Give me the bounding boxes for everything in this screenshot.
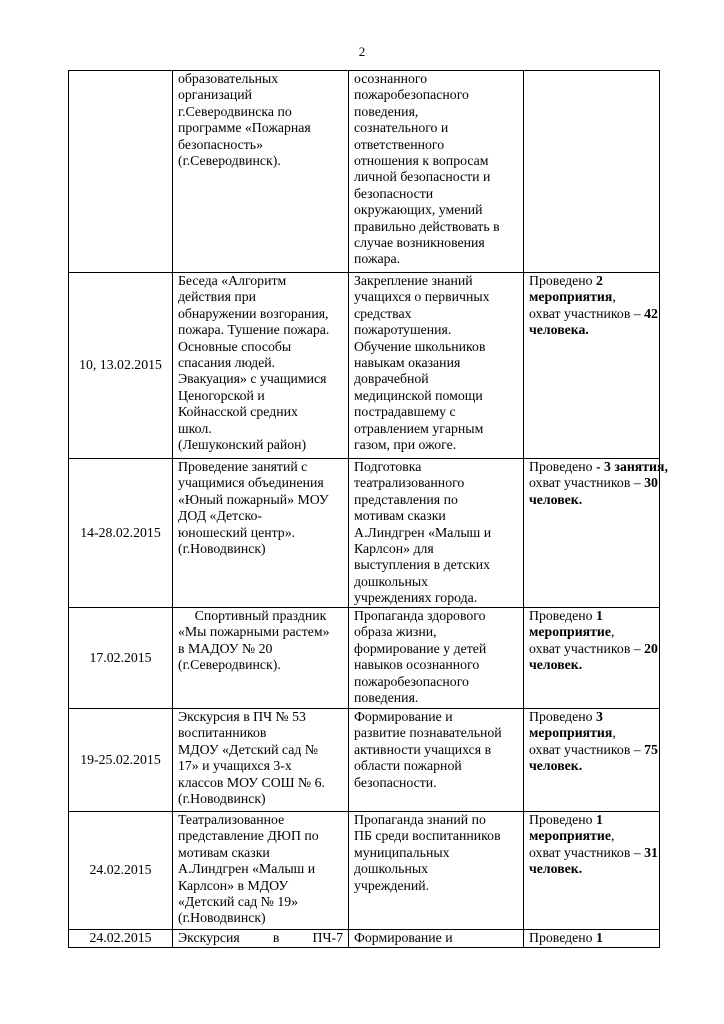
goal-line: пожаробезопасного	[354, 673, 469, 689]
goal-line: окружающих, умений	[354, 202, 483, 218]
goal-line: Подготовка	[354, 459, 422, 474]
goal-line: муниципальных	[354, 844, 450, 860]
event-line: классов МОУ СОШ № 6.	[178, 774, 325, 790]
event-line: (г.Северодвинск).	[178, 153, 281, 169]
result-text: Проведено	[529, 459, 597, 474]
goal-line: пострадавшему с	[354, 404, 456, 420]
event-line: (г.Новодвинск)	[178, 541, 266, 557]
result-text: охват участников –	[529, 305, 645, 321]
goal-line: дошкольных	[354, 861, 428, 877]
result-count: 1	[596, 608, 603, 623]
goal-line: безопасности.	[354, 774, 437, 790]
event-line: «Юный пожарный» МОУ	[178, 491, 329, 507]
event-line: (г.Северодвинск).	[178, 657, 281, 673]
result-participants: 31	[644, 844, 658, 860]
result-unit: человек.	[529, 861, 583, 877]
result-count: 2	[596, 273, 603, 288]
goal-line: случае возникновения	[354, 235, 485, 251]
goal-line: театрализованного	[354, 475, 465, 491]
result-unit: человек.	[529, 758, 583, 774]
event-line: 17» и учащихся 3-х	[178, 758, 292, 774]
event-line: (Лешуконский район)	[178, 437, 307, 453]
event-word: ПЧ-7	[312, 930, 343, 945]
goal-line: Карлсон» для	[354, 541, 434, 557]
goal-line: осознанного	[354, 71, 428, 86]
event-line: Экскурсия в ПЧ № 53	[178, 709, 306, 724]
goal-line: средствах	[354, 305, 412, 321]
event-line: Эвакуация» с учащимися	[178, 371, 327, 387]
result-text: Проведено	[529, 812, 597, 827]
result-unit: человек.	[529, 657, 583, 673]
goal-line: медицинской помощи	[354, 387, 483, 403]
result-participants: 75	[644, 741, 658, 757]
result-unit: мероприятие	[529, 828, 611, 844]
event-line: Беседа «Алгоритм	[178, 273, 287, 288]
goal-line: газом, при ожоге.	[354, 437, 457, 453]
event-cell	[173, 71, 349, 273]
goal-line: представления по	[354, 491, 458, 507]
event-line: Театрализованное	[178, 812, 285, 827]
result-text: ,	[612, 289, 616, 305]
goal-line: личной безопасности и	[354, 169, 491, 185]
result-text: ,	[610, 624, 615, 640]
goal-line: поведения.	[354, 690, 419, 706]
event-cell	[173, 812, 349, 930]
table-row	[69, 812, 660, 930]
result-count: 1	[596, 930, 603, 945]
event-line: в МАДОУ № 20	[178, 640, 273, 656]
event-line: пожара. Тушение пожара.	[178, 322, 330, 338]
event-word: Экскурсия	[178, 930, 240, 945]
date-cell: 24.02.2015	[69, 812, 173, 930]
result-unit: мероприятия	[529, 725, 613, 741]
goal-line: правильно действовать в	[354, 218, 500, 234]
event-line: «Детский сад № 19»	[178, 894, 299, 910]
event-cell	[173, 273, 349, 459]
result-text: ,	[610, 828, 615, 844]
result-unit: мероприятия	[529, 289, 613, 305]
goal-cell	[349, 273, 524, 459]
event-line: МДОУ «Детский сад №	[178, 741, 318, 757]
event-line: мотивам сказки	[178, 844, 270, 860]
result-cell	[524, 608, 660, 709]
event-line: школ.	[178, 420, 212, 436]
result-cell	[524, 273, 660, 459]
goal-line: Закрепление знаний	[354, 273, 473, 288]
goal-line: доврачебной	[354, 371, 429, 387]
result-count: - 3 занятия,	[596, 459, 668, 474]
event-line: Основные способы	[178, 338, 292, 354]
event-line: (г.Новодвинск)	[178, 791, 266, 807]
event-line: (г.Новодвинск)	[178, 910, 266, 926]
event-line: Проведение занятий с	[178, 459, 308, 474]
result-text: охват участников –	[529, 844, 645, 860]
result-participants: 20	[644, 640, 658, 656]
event-cell	[173, 930, 349, 948]
event-line: юношеский центр».	[178, 524, 296, 540]
table-row	[69, 459, 660, 608]
result-count: 1	[596, 812, 603, 827]
table-row	[69, 930, 660, 948]
goal-cell	[349, 930, 524, 948]
goal-line: выступления в детских	[354, 557, 491, 573]
event-line: «Мы пожарными растем»	[178, 624, 330, 640]
result-text: Проведено	[529, 608, 597, 623]
date-cell: 24.02.2015	[69, 930, 173, 948]
event-line: учащимися объединения	[178, 475, 324, 491]
goal-line: Формирование и	[354, 709, 453, 724]
goal-line: безопасности	[354, 185, 434, 201]
result-unit: человек.	[529, 491, 583, 507]
goal-cell	[349, 812, 524, 930]
goal-line: Пропаганда знаний по	[354, 812, 486, 827]
events-table	[68, 70, 668, 948]
goal-line: развитие познавательной	[354, 725, 502, 741]
event-line: Койнасской средних	[178, 404, 298, 420]
event-cell	[173, 608, 349, 709]
goal-line: отношения к вопросам	[354, 153, 489, 169]
goal-line: области пожарной	[354, 758, 462, 774]
goal-line: навыкам оказания	[354, 355, 461, 371]
result-unit: мероприятие	[529, 624, 611, 640]
page-number: 2	[358, 44, 366, 59]
event-line: организаций	[178, 87, 253, 103]
goal-line: ответственного	[354, 136, 445, 152]
goal-line: А.Линдгрен «Малыш и	[354, 524, 492, 540]
date-cell: 14-28.02.2015	[69, 459, 173, 608]
result-count: 3	[596, 709, 603, 724]
event-line: обнаружении возгорания,	[178, 305, 329, 321]
event-line: представление ДЮП по	[178, 828, 319, 844]
event-line: безопасность»	[178, 136, 263, 152]
result-text: охват участников –	[529, 741, 645, 757]
result-cell	[524, 930, 660, 948]
table-row	[69, 608, 660, 709]
result-cell	[524, 71, 660, 273]
goal-line: пожара.	[354, 251, 401, 267]
result-cell	[524, 459, 668, 608]
goal-line: поведения,	[354, 103, 419, 119]
event-line: Ценогорской и	[178, 387, 265, 403]
goal-line: навыков осознанного	[354, 657, 480, 673]
event-word: в	[272, 930, 280, 945]
goal-line: учреждениях города.	[354, 590, 478, 606]
result-cell	[524, 709, 660, 812]
result-text: Проведено	[529, 709, 597, 724]
event-line: Спортивный праздник	[194, 608, 327, 623]
event-line: спасания людей.	[178, 355, 276, 371]
event-line: действия при	[178, 289, 257, 305]
date-cell: 19-25.02.2015	[69, 709, 173, 812]
goal-line: дошкольных	[354, 573, 428, 589]
result-cell	[524, 812, 660, 930]
result-text: Проведено	[529, 273, 597, 288]
goal-line: Формирование и	[354, 930, 453, 945]
event-line: воспитанников	[178, 725, 267, 741]
goal-line: пожаробезопасного	[354, 87, 469, 103]
goal-line: Обучение школьников	[354, 338, 486, 354]
goal-cell	[349, 71, 524, 273]
goal-cell	[349, 459, 524, 608]
table-row	[69, 273, 660, 459]
goal-line: активности учащихся в	[354, 741, 492, 757]
result-text: охват участников –	[529, 475, 645, 491]
date-cell: 17.02.2015	[69, 608, 173, 709]
result-text: ,	[612, 725, 616, 741]
goal-line: формирование у детей	[354, 640, 487, 656]
table-row	[69, 709, 660, 812]
event-line: А.Линдгрен «Малыш и	[178, 861, 316, 877]
table-row	[69, 71, 660, 273]
event-line: программе «Пожарная	[178, 120, 311, 136]
goal-cell	[349, 709, 524, 812]
goal-line: Пропаганда здорового	[354, 608, 486, 623]
event-line: ДОД «Детско-	[178, 508, 262, 524]
result-unit: человека.	[529, 322, 589, 338]
goal-line: отравлением угарным	[354, 420, 484, 436]
event-line: Карлсон» в МДОУ	[178, 877, 289, 893]
goal-line: ПБ среди воспитанников	[354, 828, 501, 844]
event-line: образовательных	[178, 71, 279, 86]
date-cell: 10, 13.02.2015	[69, 273, 173, 459]
goal-line: учащихся о первичных	[354, 289, 490, 305]
result-participants: 30	[644, 475, 658, 491]
goal-line: сознательного и	[354, 120, 449, 136]
date-cell	[69, 71, 173, 273]
event-line: г.Северодвинска по	[178, 103, 292, 119]
result-text: Проведено	[529, 930, 597, 945]
event-cell	[173, 709, 349, 812]
result-participants: 42	[644, 305, 658, 321]
result-text: охват участников –	[529, 640, 645, 656]
event-cell	[173, 459, 349, 608]
goal-cell	[349, 608, 524, 709]
goal-line: пожаротушения.	[354, 322, 452, 338]
goal-line: учреждений.	[354, 877, 430, 893]
goal-line: мотивам сказки	[354, 508, 446, 524]
goal-line: образа жизни,	[354, 624, 437, 640]
